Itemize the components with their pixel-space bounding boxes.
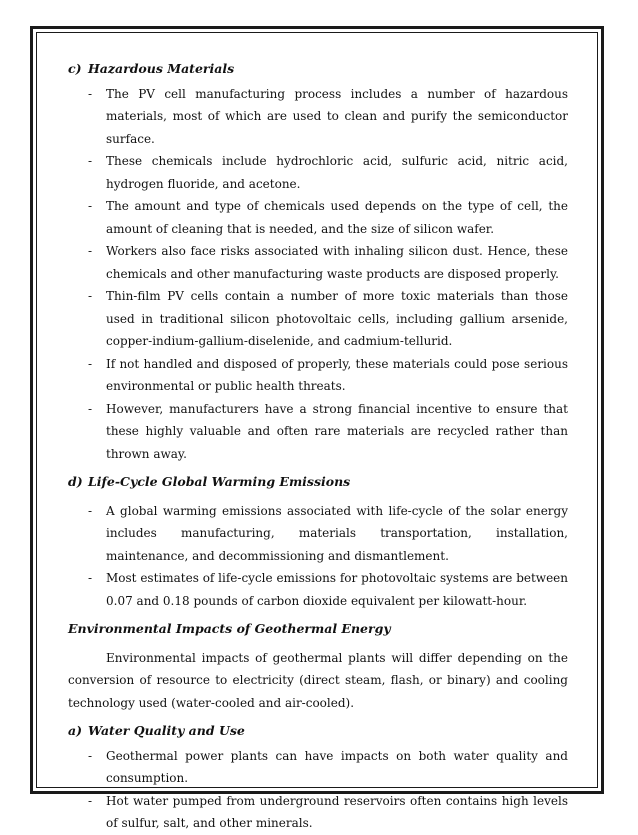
- list-item: [68, 240, 568, 285]
- list-item: [68, 195, 568, 240]
- list-item-text: Most estimates of life-cycle emissions for photovoltaic systems are between 0.07 and 0.18 pounds of carbon dioxide equivalent per kilowatt-hour.: [106, 571, 568, 608]
- section-title: Life-Cycle Global Warming Emissions: [88, 474, 351, 489]
- list-item-text: These chemicals include hydrochloric acid, sulfuric acid, nitric acid, hydrogen fluoride, and acetone.: [106, 154, 568, 191]
- bullet-marker: -: [88, 793, 93, 808]
- list-item-text: Hot water pumped from underground reservoirs often contains high levels of sulfur, salt, and other minerals.: [106, 793, 568, 830]
- list-item-text: Thin-film PV cells contain a number of more toxic materials than those used in traditional silicon photovoltaic cells, including gallium arsenide, copper-indium-gallium-diselenide, and cadmium-tellurid.: [106, 289, 568, 348]
- section-title: Water Quality and Use: [88, 723, 245, 738]
- list-item: [68, 500, 568, 568]
- list-item-text: If not handled and disposed of properly, these materials could pose serious environmental or public health threats.: [106, 356, 568, 393]
- section-heading-life-cycle-emissions: [68, 471, 568, 494]
- list-item: [68, 353, 568, 398]
- bullet-list-hazardous-materials: [68, 83, 568, 466]
- list-item: [68, 150, 568, 195]
- list-item-text: Geothermal power plants can have impacts on both water quality and consumption.: [106, 748, 568, 785]
- bullet-marker: -: [88, 503, 93, 518]
- bullet-marker: -: [88, 199, 93, 213]
- bullet-marker: -: [88, 86, 93, 101]
- bullet-marker: -: [88, 244, 93, 258]
- list-item: [68, 745, 568, 790]
- section-letter: a): [68, 723, 83, 738]
- section-title: Hazardous Materials: [88, 61, 235, 76]
- list-item: [68, 83, 568, 151]
- geothermal-heading: Environmental Impacts of Geothermal Energy: [68, 621, 391, 636]
- list-item: [68, 567, 568, 612]
- list-item: [68, 285, 568, 353]
- section-heading-water-quality: [68, 720, 568, 743]
- list-item-text: The PV cell manufacturing process includes a number of hazardous materials, most of which are used to clean and purify the semiconductor surface.: [106, 86, 568, 146]
- geothermal-paragraph: Environmental impacts of geothermal plants will differ depending on the conversion of resource to electricity (direct steam, flash, or binary) and cooling technology used (water-cooled and air-cooled).: [68, 650, 568, 710]
- list-item-text: A global warming emissions associated with life-cycle of the solar energy includes manufacturing, materials transportation, installation, maintenance, and decommissioning and dismantlement.: [106, 503, 568, 563]
- document-body: [68, 58, 568, 835]
- bullet-marker: -: [88, 401, 93, 416]
- list-item: [68, 790, 568, 835]
- bullet-marker: -: [88, 289, 93, 303]
- bullet-marker: -: [88, 154, 93, 168]
- list-item: [68, 398, 568, 466]
- list-item-text: The amount and type of chemicals used depends on the type of cell, the amount of cleaning that is needed, and the size of silicon wafer.: [106, 199, 568, 236]
- section-letter: d): [68, 474, 83, 489]
- list-item-text: Workers also face risks associated with inhaling silicon dust. Hence, these chemicals and other manufacturing waste products are disposed properly.: [106, 244, 568, 281]
- list-item-text: However, manufacturers have a strong financial incentive to ensure that these highly valuable and often rare materials are recycled rather than thrown away.: [106, 401, 568, 461]
- section-heading-hazardous-materials: [68, 58, 568, 81]
- bullet-marker: -: [88, 571, 93, 585]
- bullet-marker: -: [88, 356, 93, 371]
- section-letter: c): [68, 61, 82, 76]
- bullet-list-life-cycle-emissions: [68, 500, 568, 613]
- bullet-list-water-quality: [68, 745, 568, 835]
- bullet-marker: -: [88, 748, 93, 763]
